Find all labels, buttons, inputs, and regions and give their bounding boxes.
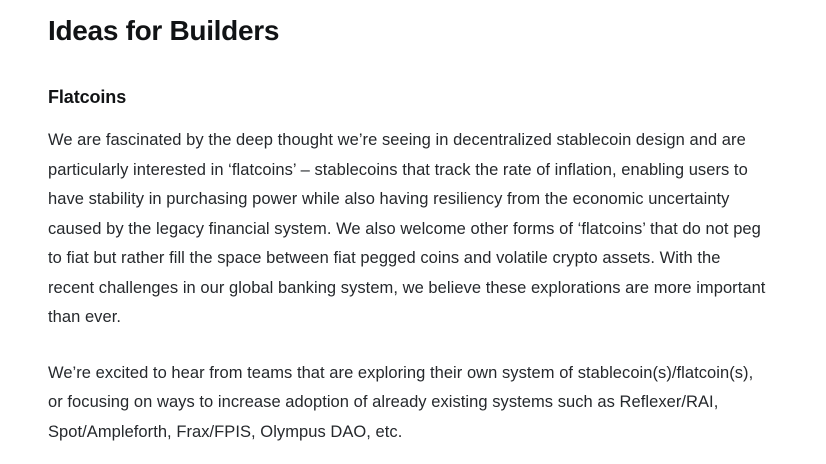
section-heading-flatcoins: Flatcoins: [48, 87, 127, 107]
paragraph-flatcoins-1: We are fascinated by the deep thought we’re seeing in decentralized stablecoin design and are particularly interested in ‘flatcoins’ – stablecoins that track the rate of inflation, enabling users to have stability in purchasing power while also having resiliency from the economic uncertainty caused by the legacy financial system. We also welcome other forms of ‘flatcoins’ that do not peg to fiat but rather fill the space between fiat pegged coins and volatile crypto assets. With the recent challenges in our global banking system, we believe these explorations are more important than ever.: [48, 131, 766, 326]
page-title: Ideas for Builders: [48, 15, 280, 46]
paragraph-flatcoins-2: We’re excited to hear from teams that are exploring their own system of stablecoin(s)/flatcoin(s), or focusing on ways to increase adoption of already existing systems such as Reflexer/RAI, Spot/Ampleforth, Frax/FPIS, Olympus DAO, etc.: [48, 363, 754, 441]
